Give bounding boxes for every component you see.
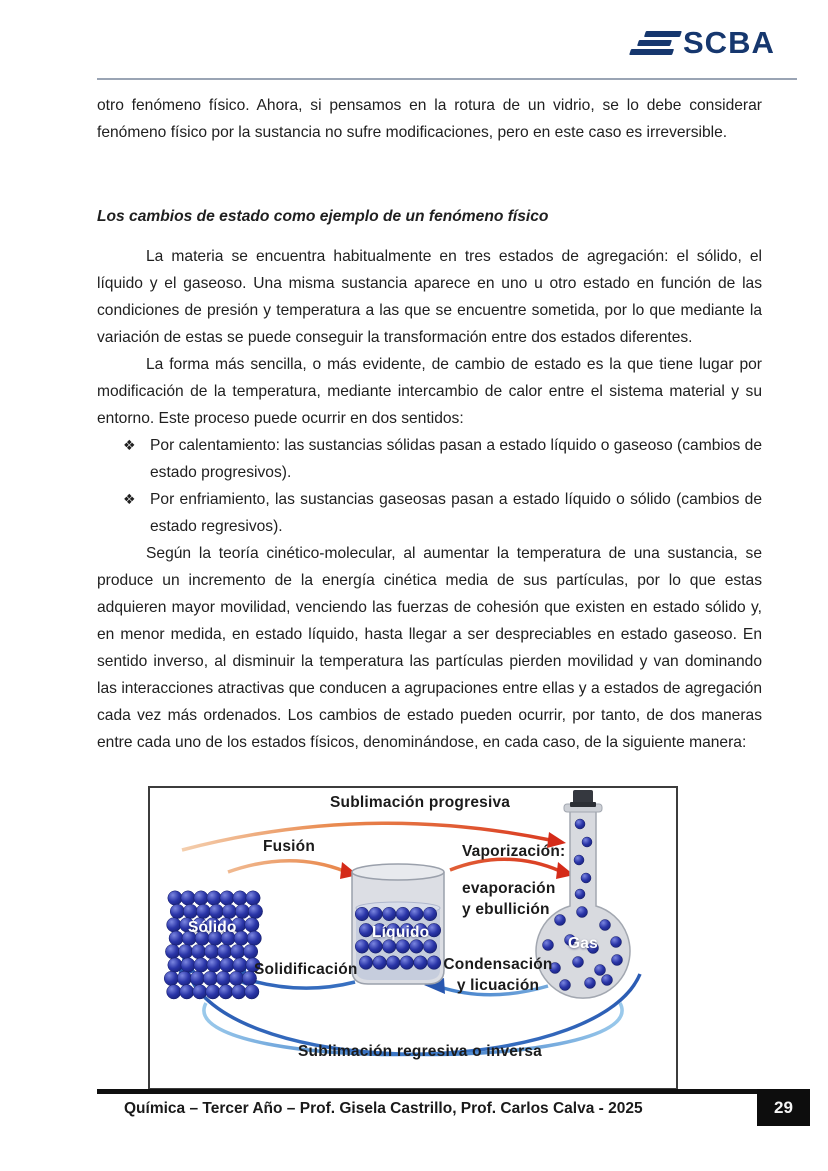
list-item-cooling (123, 486, 762, 540)
bullet-list (123, 432, 762, 540)
page-content (97, 92, 762, 1090)
label-condensacion-licuacion: Condensación y licuación (443, 956, 553, 994)
bullet-diamond-icon: ❖ (123, 437, 136, 453)
bullet-text: Por enfriamiento, las sustancias gaseosas pasan a estado líquido o sólido (cambios de estado regresivos). (150, 491, 762, 535)
paragraph-kinetic-theory: Según la teoría cinético-molecular, al aumentar la temperatura de una sustancia, se produce un incremento de la energía cinética media de sus partículas, por lo que estas adquieren mayor movilidad, venciendo las fuerzas de cohesión que existen en estado sólido y, en menor medida, en estado líquido, hasta llegar a ser despreciables en estado gaseoso. En sentido inverso, al disminuir la temperatura las partículas pierden movilidad y van dominando las interacciones atractivas que conducen a agrupaciones entre ellas y a estados de agregación cada vez más ordenados. Los cambios de estado pueden ocurrir, por tanto, de dos maneras entre cada uno de los estados físicos, denominándose, en cada caso, de la siguiente manera: (97, 545, 762, 751)
header-divider (97, 78, 797, 80)
label-solidificacion: Solidificación (254, 961, 358, 978)
list-item-heating (123, 432, 762, 486)
fusion-arrow (228, 861, 358, 879)
bullet-text: Por calentamiento: las sustancias sólidas pasan a estado líquido o gaseoso (cambios de estado progresivos). (150, 437, 762, 481)
label-sublimacion-regresiva: Sublimación regresiva o inversa (298, 1043, 542, 1060)
states-of-matter-diagram (148, 786, 678, 1090)
section-heading: Los cambios de estado como ejemplo de un fenómeno físico (97, 208, 549, 225)
footer-divider (97, 1089, 757, 1094)
label-sublimacion-progresiva: Sublimación progresiva (330, 794, 511, 811)
paragraph-intro: otro fenómeno físico. Ahora, si pensamos en la rotura de un vidrio, se lo debe considerar fenómeno físico por la sustancia no sufre modificaciones, pero en este caso es irreversible. (97, 97, 762, 141)
label-evaporacion-ebullicion: evaporación y ebullición (462, 880, 556, 918)
escba-logo (633, 27, 775, 58)
paragraph-states-of-matter: La materia se encuentra habitualmente en tres estados de agregación: el sólido, el líquido y el gaseoso. Una misma sustancia aparece en uno u otro estado en función de las condiciones de presión y temperatura a las que se encuentre sometida, por lo que mediante la variación de estas se puede conseguir la transformación entre dos estados diferentes. (97, 248, 762, 346)
solid-particles-icon (164, 891, 262, 999)
escba-logo-e-icon (629, 31, 682, 55)
bullet-diamond-icon: ❖ (123, 491, 136, 507)
escba-logo-text: SCBA (683, 25, 775, 60)
label-fusion: Fusión (263, 838, 315, 855)
vaporization-arrow (450, 859, 574, 879)
paragraph-temperature-change: La forma más sencilla, o más evidente, de cambio de estado es la que tiene lugar por modificación de la temperatura, mediante intercambio de calor entre el sistema material y su entorno. Este proceso puede ocurrir en dos sentidos: (97, 356, 762, 427)
label-gas: Gas (568, 935, 598, 952)
label-liquido: Líquido (372, 924, 430, 941)
label-vaporizacion: Vaporización: (462, 843, 566, 860)
page-number-badge: 29 (757, 1089, 810, 1126)
footer-course-info: Química – Tercer Año – Prof. Gisela Castrillo, Prof. Carlos Calva - 2025 (124, 1100, 643, 1117)
label-solido: Sólido (188, 919, 237, 936)
